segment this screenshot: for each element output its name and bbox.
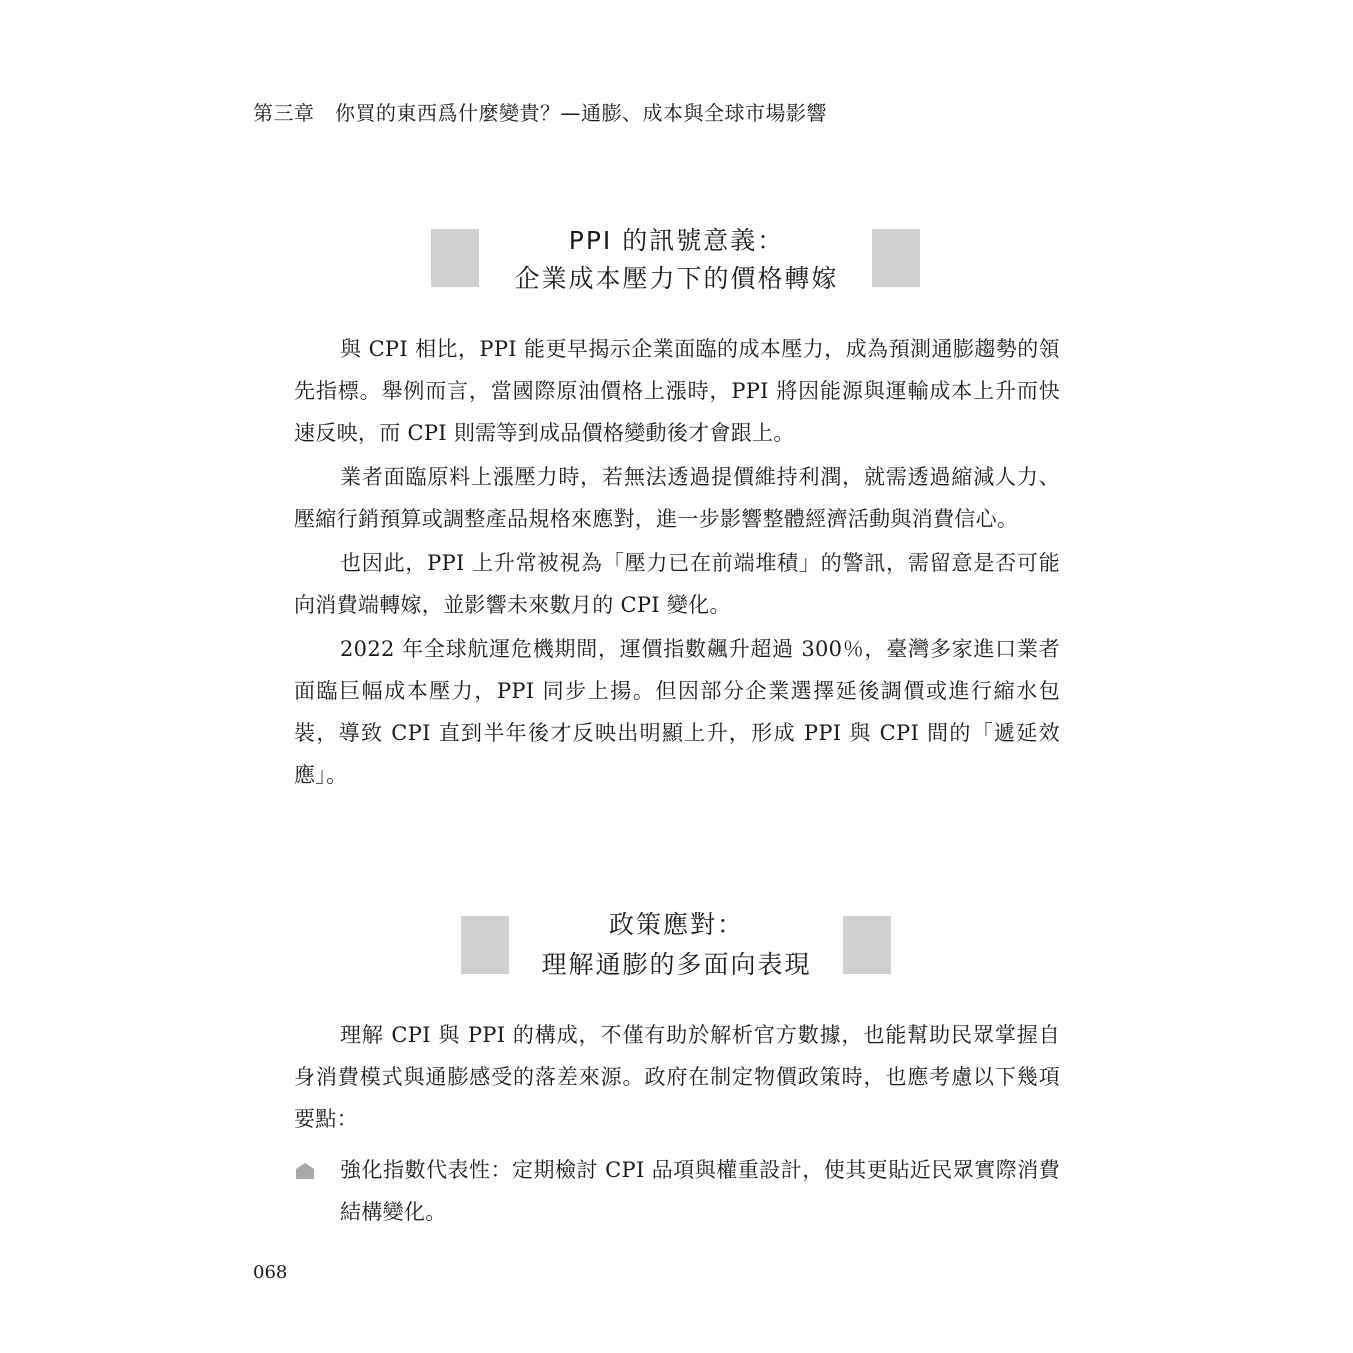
section-title-line2: 理解通膨的多面向表現 xyxy=(541,950,812,979)
section-title-line2: 企業成本壓力下的價格轉嫁 xyxy=(514,264,839,293)
section-heading-ppi xyxy=(0,220,1353,310)
paragraph: 理解 CPI 與 PPI 的構成，不僅有助於解析官方數據，也能幫助民眾掌握自身消費模式與通膨感受的落差來源。政府在制定物價政策時，也應考慮以下幾項要點： xyxy=(294,1023,1060,1131)
bullet-item xyxy=(294,1149,1060,1233)
section-title-line1: 政策應對： xyxy=(608,910,744,939)
paragraph: 2022 年全球航運危機期間，運價指數飆升超過 300％，臺灣多家進口業者面臨巨幅成本壓力，PPI 同步上揚。但因部分企業選擇延後調價或進行縮水包裝，導致 CPI 直到半年後才反映出明顯上升，形成 PPI 與 CPI 間的「遞延效應」。 xyxy=(294,637,1060,787)
section-heading-policy xyxy=(0,904,1353,994)
page-number: 068 xyxy=(253,1262,288,1283)
house-bullet-icon xyxy=(296,1163,314,1179)
running-header: 第三章 你買的東西爲什麼變貴？—通膨、成本與全球市場影響 xyxy=(253,101,827,125)
bullet-text: 強化指數代表性：定期檢討 CPI 品項與權重設計，使其更貼近民眾實際消費結構變化。 xyxy=(340,1158,1060,1224)
paragraph: 與 CPI 相比，PPI 能更早揭示企業面臨的成本壓力，成為預測通膨趨勢的領先指標。舉例而言，當國際原油價格上漲時，PPI 將因能源與運輸成本上升而快速反映，而 CPI 則需等到成品價格變動後才會跟上。 xyxy=(294,337,1060,445)
section-body-ppi xyxy=(294,328,1060,798)
heading-decoration-right xyxy=(872,229,920,287)
paragraph: 也因此，PPI 上升常被視為「壓力已在前端堆積」的警訊，需留意是否可能向消費端轉嫁，並影響未來數月的 CPI 變化。 xyxy=(294,551,1060,617)
heading-decoration-right xyxy=(843,916,891,974)
paragraph: 業者面臨原料上漲壓力時，若無法透過提價維持利潤，就需透過縮減人力、壓縮行銷預算或調整產品規格來應對，進一步影響整體經濟活動與消費信心。 xyxy=(294,465,1060,531)
section-title-line1: PPI 的訊號意義： xyxy=(568,226,785,255)
section-body-policy xyxy=(294,1014,1060,1142)
